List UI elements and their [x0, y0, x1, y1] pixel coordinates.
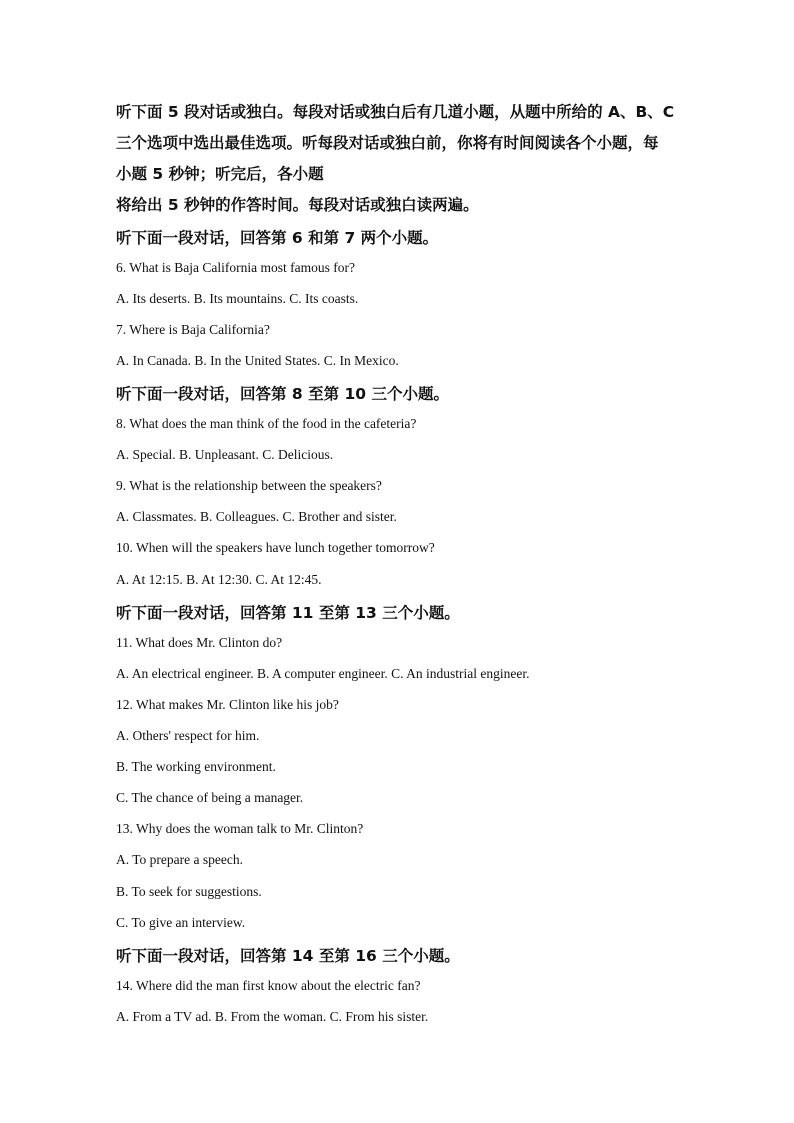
options-14: A. From a TV ad. B. From the woman. C. From his sister. — [116, 1009, 429, 1024]
instructions-line-1: 听下面 5 段对话或独白。每段对话或独白后有几道小题，从题中所给的 A、B、C — [116, 103, 675, 121]
question-8: 8. What does the man think of the food in the cafeteria? — [116, 416, 417, 431]
instructions-line-2: 三个选项中选出最佳选项。听每段对话或独白前，你将有时间阅读各个小题，每 — [116, 134, 659, 152]
section-heading-4: 听下面一段对话，回答第 14 至第 16 三个小题。 — [116, 947, 460, 965]
option-12a: A. Others' respect for him. — [116, 728, 260, 743]
options-7: A. In Canada. B. In the United States. C. In Mexico. — [116, 353, 399, 368]
instructions-line-3: 小题 5 秒钟；听完后，各小题 — [116, 165, 324, 183]
section-instructions — [116, 97, 678, 221]
instructions-line-4: 将给出 5 秒钟的作答时间。每段对话或独白读两遍。 — [116, 196, 479, 214]
question-7: 7. Where is Baja California? — [116, 322, 270, 337]
section-heading-1: 听下面一段对话，回答第 6 和第 7 两个小题。 — [116, 229, 439, 247]
question-14: 14. Where did the man first know about the electric fan? — [116, 978, 421, 993]
question-6: 6. What is Baja California most famous for? — [116, 260, 355, 275]
options-10: A. At 12:15. B. At 12:30. C. At 12:45. — [116, 572, 322, 587]
options-8: A. Special. B. Unpleasant. C. Delicious. — [116, 447, 334, 462]
option-13b: B. To seek for suggestions. — [116, 884, 262, 899]
section-heading-3: 听下面一段对话，回答第 11 至第 13 三个小题。 — [116, 604, 460, 622]
question-11: 11. What does Mr. Clinton do? — [116, 635, 283, 650]
options-6: A. Its deserts. B. Its mountains. C. Its coasts. — [116, 291, 359, 306]
options-9: A. Classmates. B. Colleagues. C. Brother and sister. — [116, 509, 397, 524]
question-12: 12. What makes Mr. Clinton like his job? — [116, 697, 339, 712]
options-11: A. An electrical engineer. B. A computer engineer. C. An industrial engineer. — [116, 666, 530, 681]
option-12c: C. The chance of being a manager. — [116, 790, 304, 805]
question-10: 10. When will the speakers have lunch together tomorrow? — [116, 540, 435, 555]
option-13a: A. To prepare a speech. — [116, 852, 243, 867]
question-13: 13. Why does the woman talk to Mr. Clinton? — [116, 821, 364, 836]
section-heading-2: 听下面一段对话，回答第 8 至第 10 三个小题。 — [116, 385, 449, 403]
option-12b: B. The working environment. — [116, 759, 276, 774]
option-13c: C. To give an interview. — [116, 915, 246, 930]
question-9: 9. What is the relationship between the speakers? — [116, 478, 382, 493]
